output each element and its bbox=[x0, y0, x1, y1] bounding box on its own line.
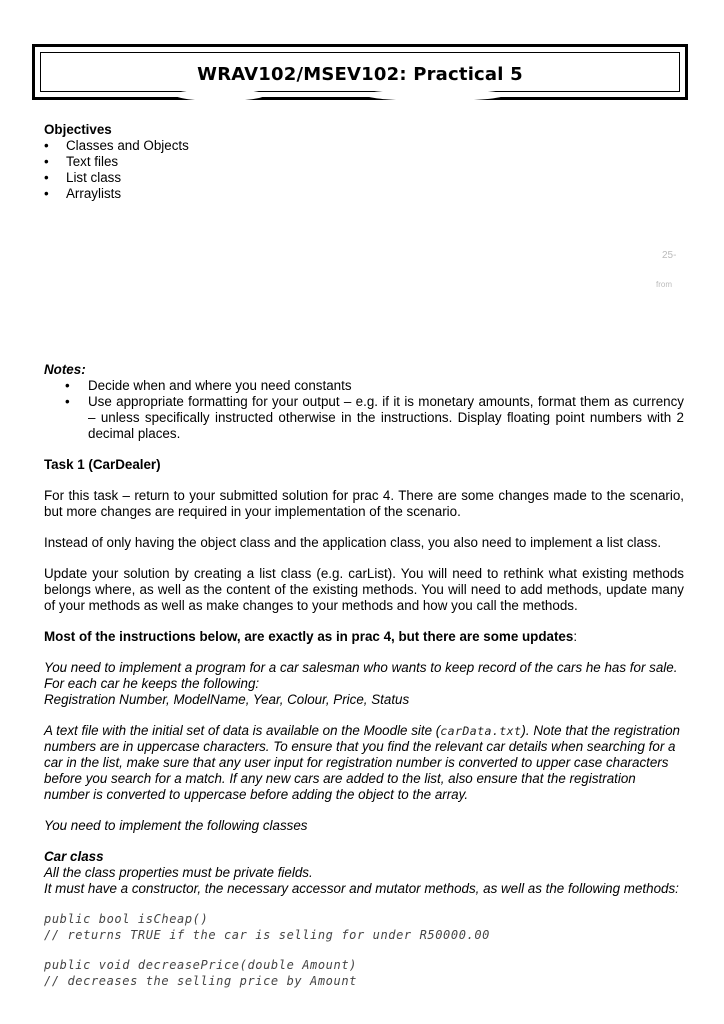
note-item: • Decide when and where you need constants bbox=[44, 378, 684, 394]
objective-item: • Classes and Objects bbox=[44, 138, 684, 154]
text-file-paragraph bbox=[44, 723, 684, 803]
faint-scan-text: from bbox=[656, 280, 672, 289]
task1-paragraph: Update your solution by creating a list class (e.g. carList). You will need to rethink what existing methods belongs where, as well as the content of the existing methods. You will need to add methods, update many of your methods as well as make changes to your methods and how you call the methods. bbox=[44, 566, 684, 613]
title-inner-frame bbox=[40, 52, 680, 92]
data-file-name: carData.txt bbox=[440, 724, 522, 738]
task1-paragraph: Instead of only having the object class and the application class, you also need to implement a list class. bbox=[44, 535, 662, 550]
car-class-line: It must have a constructor, the necessary accessor and mutator methods, as well as the following methods: bbox=[44, 881, 679, 896]
update-note-bold: Most of the instructions below, are exactly as in prac 4, but there are some updates bbox=[44, 629, 574, 644]
text-file-post: ). Note that the registration numbers are in uppercase characters. To ensure that you find the relevant car details when searching for a car in the list, make sure that any user input for registration number is converted to upper case characters before you search for a match. If any new cars are added to the list, also ensure that the registration number is converted to uppercase before adding the object to the array. bbox=[44, 723, 680, 802]
objective-item: • List class bbox=[44, 170, 684, 186]
code-comment: // decreases the selling price by Amount bbox=[44, 974, 357, 988]
task1-update-note bbox=[44, 629, 684, 645]
task1-heading: Task 1 (CarDealer) bbox=[44, 457, 161, 472]
code-line: public void decreasePrice(double Amount) bbox=[44, 958, 357, 972]
update-note-tail: : bbox=[573, 629, 578, 644]
notes-heading: Notes: bbox=[44, 362, 86, 377]
scenario-intro: You need to implement a program for a car salesman who wants to keep record of the cars he has for sale. For each car he keeps the following: bbox=[44, 660, 678, 691]
text-file-pre: A text file with the initial set of data is available on the Moodle site ( bbox=[44, 723, 441, 738]
scan-smudge bbox=[175, 89, 265, 101]
code-line: public bool isCheap() bbox=[44, 912, 209, 926]
car-class-heading: Car class bbox=[44, 849, 104, 864]
objective-item: • Text files bbox=[44, 154, 684, 170]
note-item: • Use appropriate formatting for your output – e.g. if it is monetary amounts, format them as currency – unless specifically instructed otherwise in the instructions. Display floating point numbers with 2 decimal places. bbox=[44, 394, 684, 442]
notes-list bbox=[44, 378, 684, 442]
code-comment: // returns TRUE if the car is selling for under R50000.00 bbox=[44, 928, 491, 942]
task1-paragraph: For this task – return to your submitted solution for prac 4. There are some changes made to the scenario, but more changes are required in your implementation of the scenario. bbox=[44, 488, 684, 519]
document-body bbox=[44, 122, 684, 989]
objectives-heading: Objectives bbox=[44, 122, 112, 137]
objective-item: • Arraylists bbox=[44, 186, 684, 202]
title-frame bbox=[32, 44, 688, 100]
car-class-line: All the class properties must be private fields. bbox=[44, 865, 313, 880]
objectives-list bbox=[44, 138, 684, 202]
classes-intro: You need to implement the following classes bbox=[44, 818, 308, 833]
page-title: WRAV102/MSEV102: Practical 5 bbox=[197, 64, 523, 85]
blank-space bbox=[44, 202, 684, 362]
faint-scan-text: 25- bbox=[662, 250, 677, 261]
scan-smudge bbox=[365, 89, 505, 101]
scenario-fields: Registration Number, ModelName, Year, Colour, Price, Status bbox=[44, 692, 410, 707]
